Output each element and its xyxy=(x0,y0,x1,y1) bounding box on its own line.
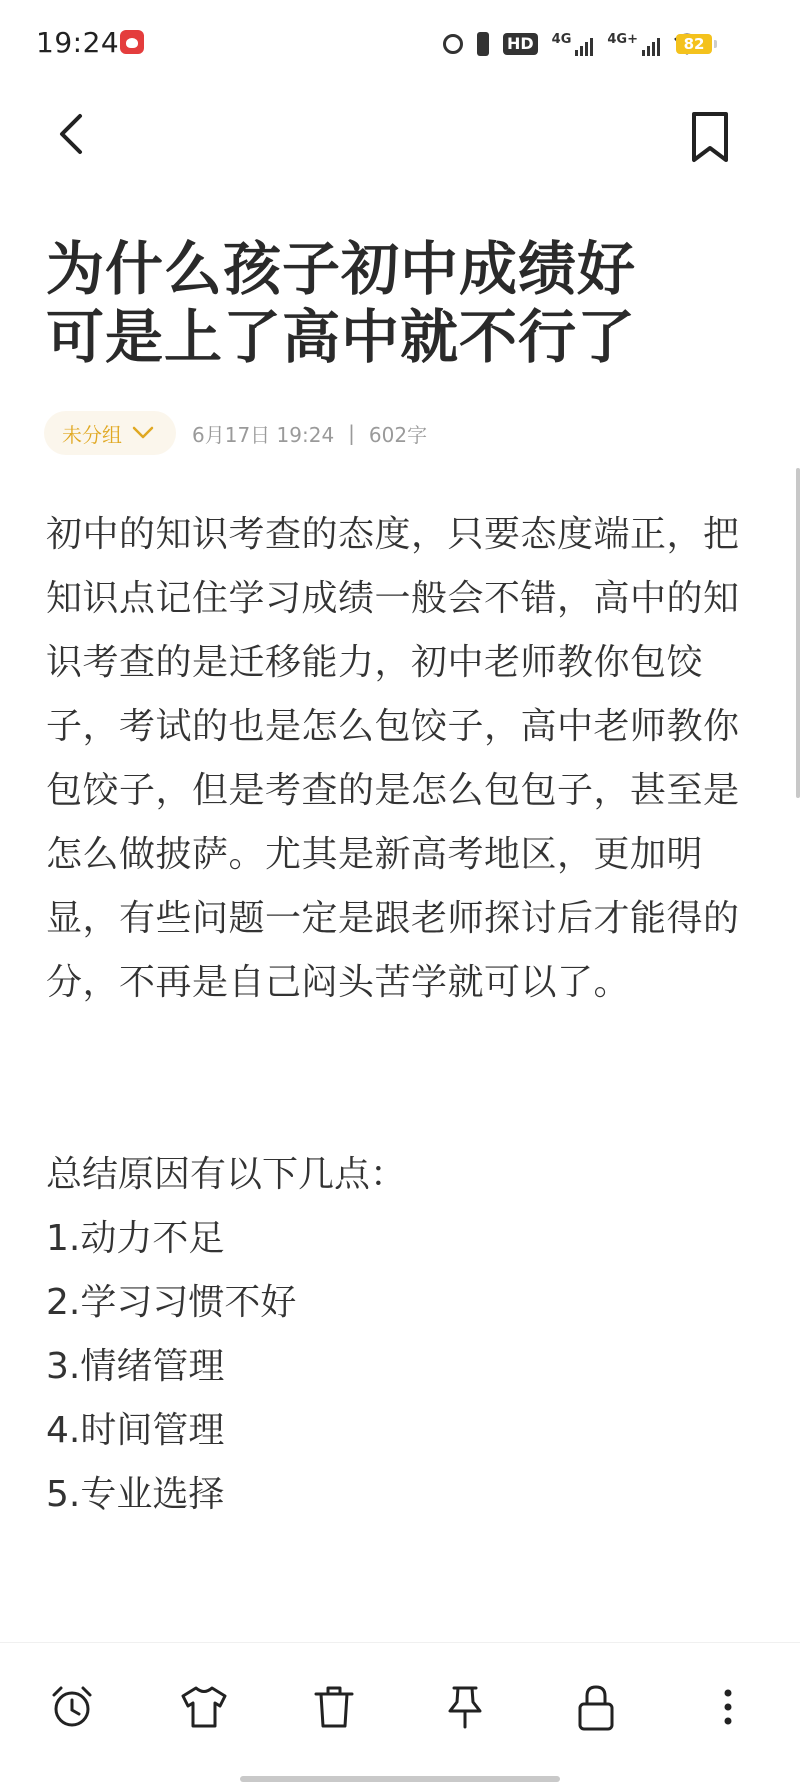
meta-separator: | xyxy=(348,421,355,445)
summary-heading: 总结原因有以下几点： xyxy=(46,1154,407,1195)
note-title-line-1: 为什么孩子初中成绩好 xyxy=(46,237,637,302)
status-bar xyxy=(0,0,800,92)
note-body[interactable] xyxy=(46,503,761,1527)
bottom-toolbar xyxy=(0,1642,800,1785)
lock-button[interactable] xyxy=(568,1679,624,1735)
more-vertical-icon xyxy=(718,1685,738,1729)
bookmark-icon xyxy=(680,108,740,168)
home-indicator[interactable] xyxy=(240,1776,560,1782)
list-item: 1.动力不足 xyxy=(46,1218,225,1259)
delete-button[interactable] xyxy=(306,1679,362,1735)
back-button[interactable] xyxy=(40,102,104,166)
list-item: 5.专业选择 xyxy=(46,1474,225,1515)
reminder-button[interactable] xyxy=(44,1679,100,1735)
pin-button[interactable] xyxy=(437,1679,493,1735)
pin-icon xyxy=(442,1683,488,1731)
more-button[interactable] xyxy=(700,1679,756,1735)
cell-signal-icon: 4G xyxy=(552,32,594,56)
status-icons xyxy=(443,28,700,60)
body-paragraph: 初中的知识考查的态度，只要态度端正，把知识点记住学习成绩一般会不错，高中的知识考查的是迁移能力，初中老师教你包饺子，考试的也是怎么包饺子，高中老师教你包饺子，但是考查的是怎么包包子，甚至是怎么做披萨。尤其是新高考地区，更加明显，有些问题一定是跟老师探讨后才能得的分，不再是自己闷头苦学就可以了。 xyxy=(46,514,740,1003)
vibrate-icon xyxy=(477,32,489,56)
chevron-down-icon xyxy=(132,426,154,440)
bookmark-button[interactable] xyxy=(680,108,740,168)
note-title-line-2: 可是上了高中就不行了 xyxy=(46,305,637,370)
trash-icon xyxy=(311,1683,357,1731)
scrollbar[interactable] xyxy=(796,468,800,798)
group-selector[interactable] xyxy=(44,411,176,455)
battery-icon: 82 xyxy=(676,34,712,54)
alarm-icon xyxy=(443,34,463,54)
blank-line xyxy=(46,1079,761,1143)
lock-icon xyxy=(574,1682,618,1732)
tshirt-icon xyxy=(179,1683,229,1731)
theme-button[interactable] xyxy=(176,1679,232,1735)
note-date: 6月17日 19:24 xyxy=(192,422,335,447)
list-item: 4.时间管理 xyxy=(46,1410,225,1451)
blank-line xyxy=(46,1015,761,1079)
list-item: 2.学习习惯不好 xyxy=(46,1282,297,1323)
word-count: 602字 xyxy=(368,422,428,447)
note-meta xyxy=(44,410,427,456)
group-label: 未分组 xyxy=(62,422,122,447)
status-time: 19:24 xyxy=(36,26,120,59)
cell-signal-2-icon: 4G+ xyxy=(607,32,660,56)
alarm-clock-icon xyxy=(48,1683,96,1731)
note-title[interactable] xyxy=(46,236,756,372)
app-notification-icon xyxy=(120,30,144,54)
list-item: 3.情绪管理 xyxy=(46,1346,225,1387)
hd-icon: HD xyxy=(503,33,538,55)
chevron-left-icon xyxy=(40,102,104,166)
